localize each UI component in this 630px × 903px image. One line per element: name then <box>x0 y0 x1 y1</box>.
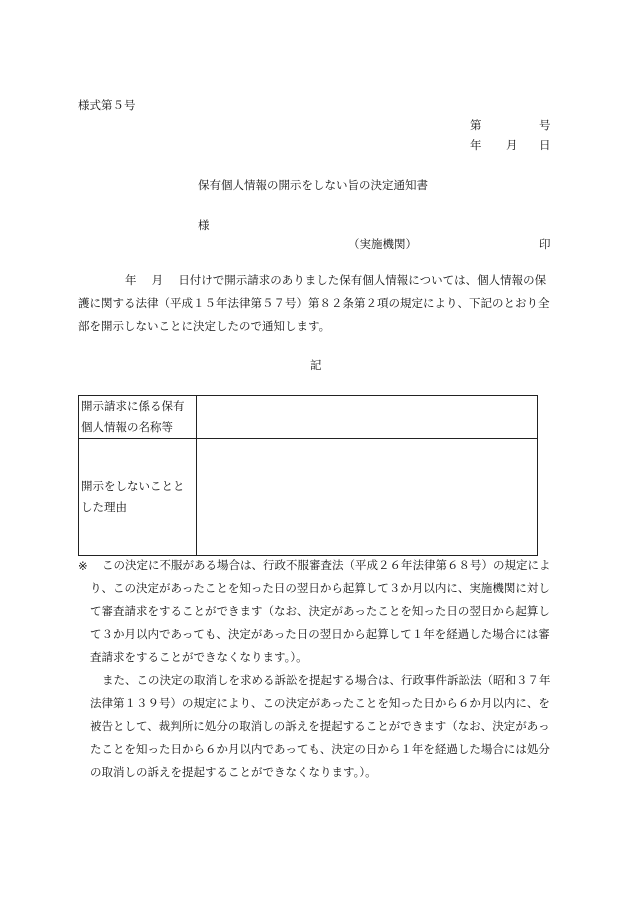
decision-table <box>78 395 538 556</box>
date-day-label: 日 <box>539 138 551 152</box>
table-row <box>79 439 538 556</box>
table-label-reason: 開示をしないこととした理由 <box>81 479 185 514</box>
table-label-title: 開示請求に係る保有個人情報の名称等 <box>81 399 185 434</box>
seal-mark: 印 <box>539 237 551 251</box>
reference-suffix: 号 <box>539 118 551 132</box>
table-value-cell <box>197 439 538 556</box>
table-row <box>79 396 538 439</box>
note-paragraph-1: この決定に不服がある場合は、行政不服審査法（平成２６年法律第６８号）の規定により、この決定があったことを知った日の翌日から起算して３か月以内に、実施機関に対して審査請求をすることができます（なお、決定があったことを知った日の翌日から起算して３か月以内であっても、決定があった日の翌日から起算して１年を経過した場合には審査請求をすることができなくなります。）。 <box>90 558 551 664</box>
body-text: 日付けで開示請求のありました保有個人情報については、個人情報の保護に関する法律（平成１５年法律第５７号）第８２条第２項の規定により、下記のとおり全部を開示しないことに決定したので通知します。 <box>78 273 550 333</box>
note-mark: ※ <box>78 559 88 573</box>
date-month-label: 月 <box>506 138 518 152</box>
document-title: 保有個人情報の開示をしない旨の決定通知書 <box>198 178 428 192</box>
table-label-cell <box>79 396 197 439</box>
body-date-year: 年 <box>125 273 137 287</box>
recipient-honorific: 様 <box>198 218 210 232</box>
reference-prefix: 第 <box>470 118 482 132</box>
table-label-cell <box>79 439 197 556</box>
date-year-label: 年 <box>470 138 482 152</box>
note-paragraph-2: また、この決定の取消しを求める訴訟を提起する場合は、行政事件訴訟法（昭和３７年法律第１３９号）の規定により、この決定があったことを知った日から６か月以内に、を被告として、裁判所に処分の取消しの訴えを提起することができます（なお、決定があったことを知った日から６か月以内であっても、決定の日から１年を経過した場合には処分の取消しの訴えを提起することができなくなります。）。 <box>90 673 551 779</box>
table-value-cell <box>197 396 538 439</box>
agency-label: （実施機関） <box>348 237 417 251</box>
ki-heading: 記 <box>310 358 322 372</box>
body-paragraph <box>78 269 552 338</box>
form-number: 様式第５号 <box>78 98 136 112</box>
body-date-month: 月 <box>151 273 164 287</box>
